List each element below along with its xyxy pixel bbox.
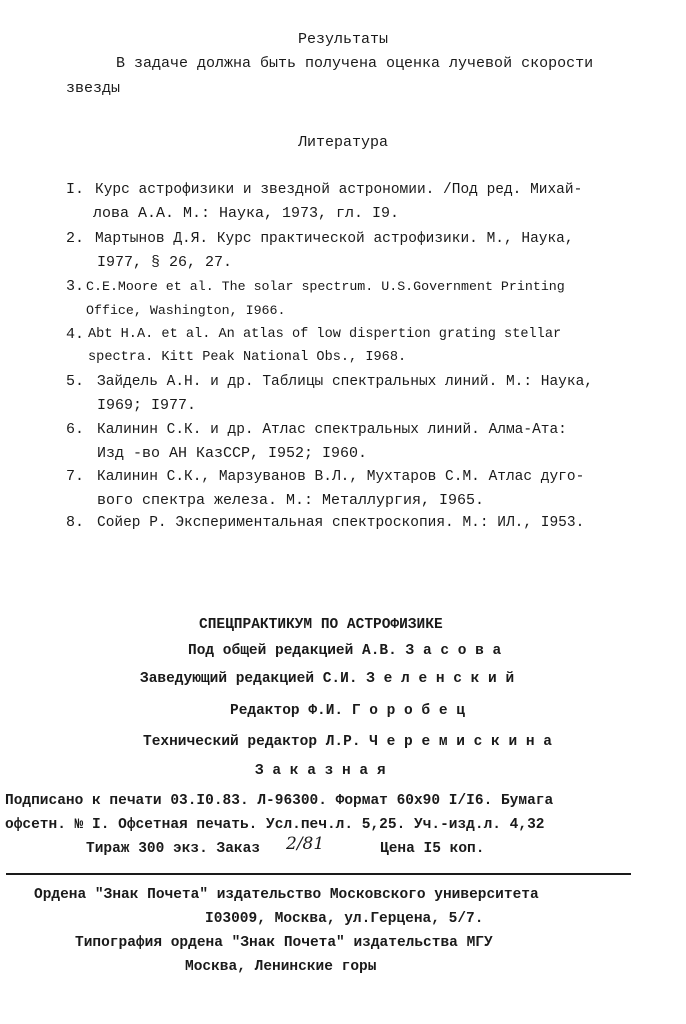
reference-number: 3. <box>66 278 85 295</box>
reference-line: вого спектра железа. М.: Металлургия, I965. <box>97 492 485 509</box>
publisher-line-2: I03009, Москва, ул.Герцена, 5/7. <box>205 911 484 927</box>
general-editor-line: Под общей редакцией А.В. З а с о в а <box>188 643 502 659</box>
reference-number: I. <box>66 181 85 198</box>
publisher-line-1: Ордена "Знак Почета" издательство Московского университета <box>34 887 539 903</box>
editor-line: Редактор Ф.И. Г о р о б е ц <box>230 703 465 719</box>
results-text-line-1: В задаче должна быть получена оценка лучевой скорости <box>116 55 594 72</box>
results-heading: Результаты <box>297 31 388 48</box>
reference-line: I969; I977. <box>97 397 197 414</box>
print-details-line-2: офсетн. № I. Офсетная печать. Усл.печ.л. 5,25. Уч.-изд.л. 4,32 <box>5 817 545 833</box>
results-text-line-2: звезды <box>66 80 121 97</box>
reference-line: I977, § 26, 27. <box>97 254 233 271</box>
printer-line-2: Москва, Ленинские горы <box>185 959 377 975</box>
reference-line: лова А.А. М.: Наука, 1973, гл. I9. <box>93 205 400 222</box>
reference-line: Изд -во АН КазССР, I952; I960. <box>97 445 368 462</box>
print-run-order: Тираж 300 экз. Заказ <box>86 841 261 857</box>
reference-line: C.E.Moore et al. The solar spectrum. U.S.Government Printing <box>86 279 565 294</box>
reference-line: Курс астрофизики и звездной астрономии. /Под ред. Михай- <box>95 182 583 198</box>
technical-editor-line: Технический редактор Л.Р. Ч е р е м и с к и н а <box>143 734 552 750</box>
order-type: З а к а з н а я <box>255 763 386 779</box>
head-editor-line: Заведующий редакцией С.И. З е л е н с к и й <box>140 671 515 687</box>
reference-number: 2. <box>66 230 85 247</box>
reference-number: 8. <box>66 514 85 531</box>
reference-number: 7. <box>66 468 85 485</box>
reference-line: Калинин С.К. и др. Атлас спектральных линий. Алма-Ата: <box>97 422 567 438</box>
reference-line: spectra. Kitt Peak National Obs., I968. <box>88 350 407 365</box>
printer-line-1: Типография ордена "Знак Почета" издательства МГУ <box>75 935 493 951</box>
reference-line: Abt H.A. et al. An atlas of low dispertion grating stellar <box>88 327 562 342</box>
print-details-line-1: Подписано к печати 03.I0.83. Л-96300. Формат 60х90 I/I6. Бумага <box>5 793 554 809</box>
reference-line: Мартынов Д.Я. Курс практической астрофизики. М., Наука, <box>95 231 574 247</box>
order-number-handwritten: 2/81 <box>286 834 325 854</box>
book-title: СПЕЦПРАКТИКУМ ПО АСТРОФИЗИКЕ <box>199 617 443 633</box>
reference-line: Сойер Р. Экспериментальная спектроскопия. М.: ИЛ., I953. <box>97 515 585 531</box>
literature-heading: Литература <box>297 134 388 151</box>
separator-rule <box>6 873 631 875</box>
reference-line: Office, Washington, I966. <box>86 303 286 318</box>
reference-line: Зайдель А.Н. и др. Таблицы спектральных линий. М.: Наука, <box>97 374 593 390</box>
price: Цена I5 коп. <box>380 841 485 857</box>
reference-number: 4. <box>66 326 85 343</box>
reference-number: 5. <box>66 373 85 390</box>
reference-line: Калинин С.К., Марзуванов В.Л., Мухтаров С.М. Атлас дуго- <box>97 469 585 485</box>
reference-number: 6. <box>66 421 85 438</box>
